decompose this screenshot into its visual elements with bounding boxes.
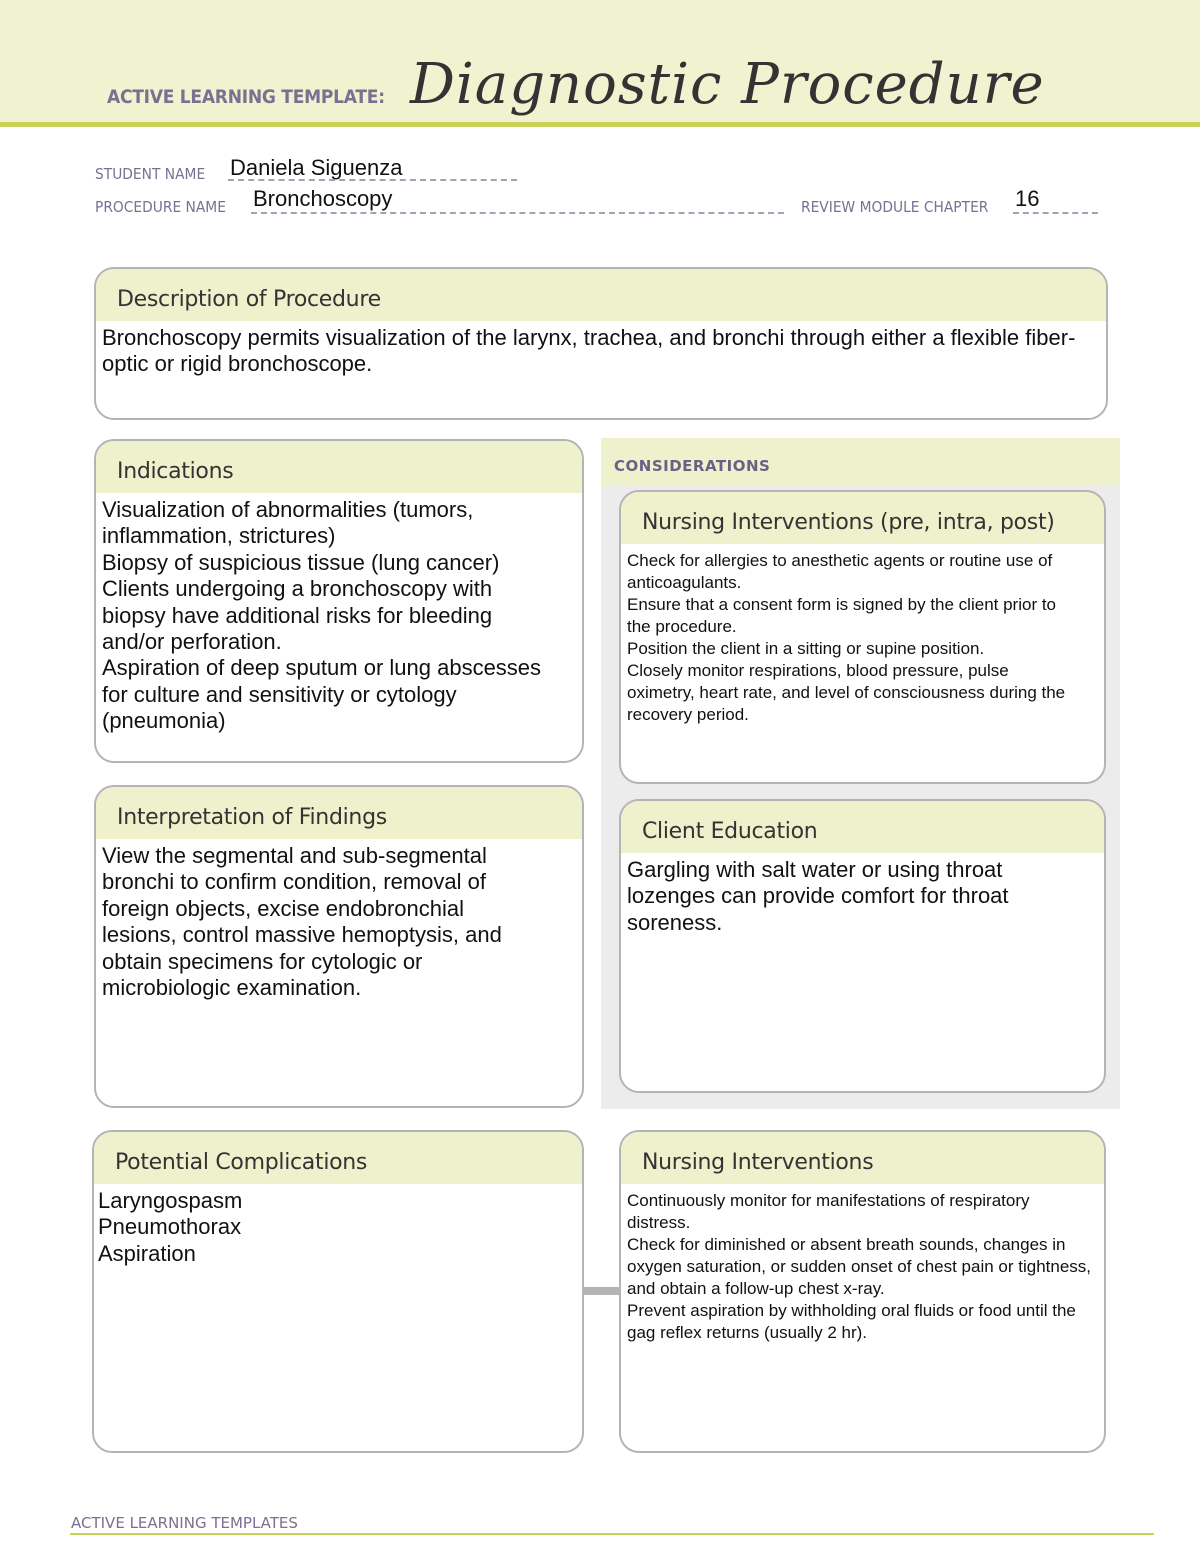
indications-text[interactable] bbox=[96, 493, 582, 735]
text-line: Laryngospasm bbox=[98, 1188, 243, 1213]
footer-divider bbox=[70, 1533, 1154, 1535]
considerations-title: CONSIDERATIONS bbox=[601, 438, 1120, 485]
text-line: Biopsy of suspicious tissue (lung cancer) bbox=[102, 549, 500, 575]
description-title: Description of Procedure bbox=[96, 269, 1106, 321]
client-education-text[interactable] bbox=[621, 853, 1104, 936]
text-line: Pneumothorax bbox=[98, 1214, 242, 1240]
interpretation-text[interactable] bbox=[96, 839, 582, 1001]
procedure-name-label: PROCEDURE NAME bbox=[95, 198, 226, 216]
nursing-interventions-box bbox=[619, 1130, 1106, 1453]
student-name-label: STUDENT NAME bbox=[95, 165, 206, 183]
nursing-pre-intra-post-title: Nursing Interventions (pre, intra, post) bbox=[621, 492, 1104, 544]
text-line: Aspiration of deep sputum or lung abscesses for culture and sensitivity or cytology (pneumonia) bbox=[102, 655, 542, 734]
text-line: Position the client in a sitting or supine position. bbox=[627, 639, 985, 658]
review-module-label: REVIEW MODULE CHAPTER bbox=[801, 198, 989, 216]
text-line: Prevent aspiration by withholding oral fluids or food until the gag reflex returns (usually 2 hr). bbox=[627, 1301, 1076, 1342]
student-name-underline bbox=[228, 179, 517, 181]
nursing-pre-intra-post-text[interactable] bbox=[621, 544, 1104, 726]
client-education-box bbox=[619, 799, 1106, 1093]
complications-text[interactable] bbox=[94, 1184, 582, 1267]
review-module-chapter-field[interactable]: 16 bbox=[1015, 186, 1040, 211]
text-line: Aspiration bbox=[98, 1240, 196, 1266]
interpretation-box bbox=[94, 785, 584, 1108]
indications-box bbox=[94, 439, 584, 763]
client-education-title: Client Education bbox=[621, 801, 1104, 853]
header-divider bbox=[0, 122, 1200, 127]
review-module-underline bbox=[1013, 212, 1098, 214]
text-line: Check for diminished or absent breath sounds, changes in oxygen saturation, or sudden onset of chest pain or tightness, and obtain a follow-up chest x-ray. bbox=[627, 1235, 1092, 1298]
description-text[interactable] bbox=[96, 321, 1106, 378]
text-line: Bronchoscopy permits visualization of the larynx, trachea, and bronchi through either a flexible fiber-optic or rigid bronchoscope. bbox=[102, 325, 1076, 377]
nursing-interventions-text[interactable] bbox=[621, 1184, 1104, 1344]
complications-box bbox=[92, 1130, 584, 1453]
text-line: Clients undergoing a bronchoscopy with biopsy have additional risks for bleeding and/or perforation. bbox=[102, 576, 493, 655]
text-line: Closely monitor respirations, blood pressure, pulse oximetry, heart rate, and level of consciousness during the recovery period. bbox=[627, 661, 1066, 724]
text-line: View the segmental and sub-segmental bronchi to confirm condition, removal of foreign objects, excise endobronchial lesions, control massive hemoptysis, and obtain specimens for cytologic or microbiologic examination. bbox=[102, 843, 502, 1001]
template-label: ACTIVE LEARNING TEMPLATE: bbox=[107, 86, 385, 108]
indications-title: Indications bbox=[96, 441, 582, 493]
interpretation-title: Interpretation of Findings bbox=[96, 787, 582, 839]
procedure-name-field[interactable]: Bronchoscopy bbox=[253, 186, 393, 211]
text-line: Ensure that a consent form is signed by the client prior to the procedure. bbox=[627, 595, 1057, 636]
text-line: Check for allergies to anesthetic agents or routine use of anticoagulants. bbox=[627, 551, 1053, 592]
text-line: Visualization of abnormalities (tumors, inflammation, strictures) bbox=[102, 497, 474, 549]
connector-bar bbox=[582, 1287, 622, 1295]
text-line: Continuously monitor for manifestations of respiratory distress. bbox=[627, 1191, 1030, 1232]
complications-title: Potential Complications bbox=[94, 1132, 582, 1184]
description-box bbox=[94, 267, 1108, 420]
text-line: Gargling with salt water or using throat lozenges can provide comfort for throat soreness. bbox=[627, 857, 1009, 935]
student-name-field[interactable]: Daniela Siguenza bbox=[230, 155, 403, 180]
footer-text: ACTIVE LEARNING TEMPLATES bbox=[71, 1514, 298, 1532]
nursing-interventions-title: Nursing Interventions bbox=[621, 1132, 1104, 1184]
nursing-pre-intra-post-box bbox=[619, 490, 1106, 784]
procedure-name-underline bbox=[251, 212, 784, 214]
page-title: Diagnostic Procedure bbox=[410, 52, 1045, 117]
